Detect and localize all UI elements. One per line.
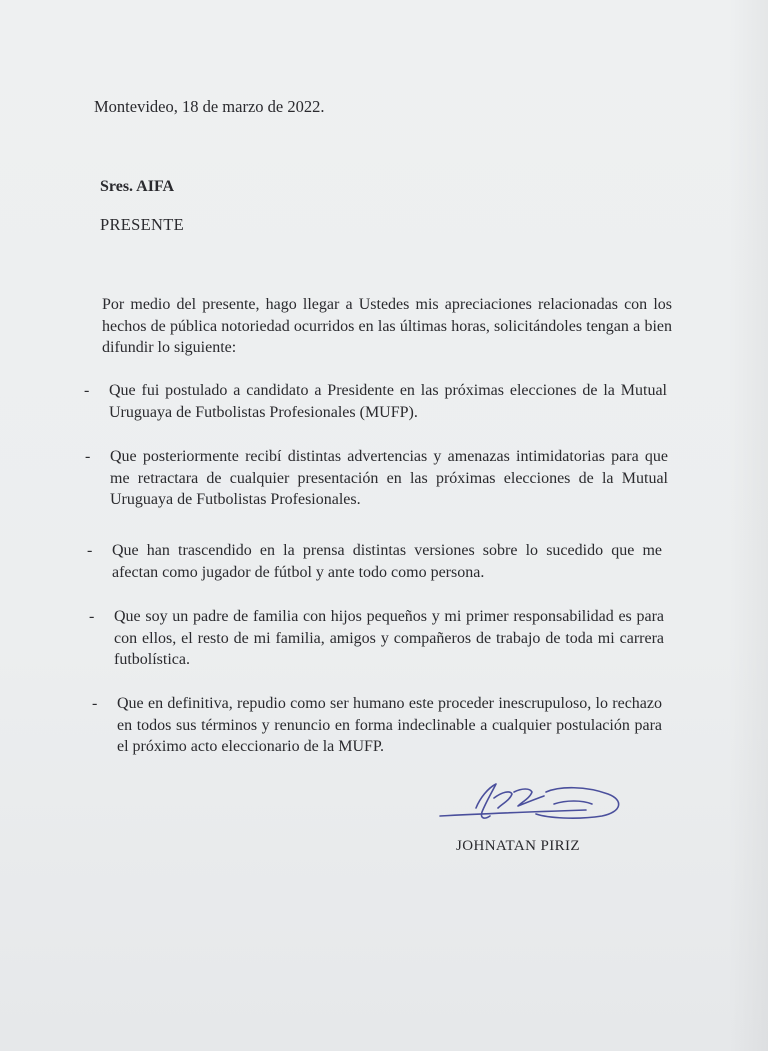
signature-image bbox=[436, 778, 636, 838]
bullet-marker: - bbox=[84, 382, 90, 399]
list-item: Que en definitiva, repudio como ser humano este proceder inescrupuloso, lo rechazo en todos sus términos y renuncio en forma indeclinable a cualquier postulación para el próximo acto eleccionario de la MUFP. bbox=[117, 695, 662, 755]
list-item: Que fui postulado a candidato a Presidente en las próximas elecciones de la Mutual Uruguaya de Futbolistas Profesionales (MUFP). bbox=[109, 382, 667, 421]
bullet-marker: - bbox=[87, 542, 93, 559]
bullet-marker: - bbox=[92, 695, 98, 712]
page-edge-shadow bbox=[728, 0, 768, 1051]
addressee: Sres. AIFA bbox=[100, 178, 175, 195]
list-item: Que han trascendido en la prensa distintas versiones sobre lo sucedido que me afectan como jugador de fútbol y ante todo como persona. bbox=[112, 542, 662, 581]
intro-paragraph: Por medio del presente, hago llegar a Ustedes mis apreciaciones relacionadas con los hechos de pública notoriedad ocurridos en las últimas horas, solicitándoles tengan a bien difundir lo siguiente: bbox=[102, 296, 672, 356]
present-label: PRESENTE bbox=[100, 215, 184, 234]
list-item: Que posteriormente recibí distintas advertencias y amenazas intimidatorias para que me retractara de cualquier presentación en las próximas elecciones de la Mutual Uruguaya de Futbolistas Profesionales. bbox=[110, 448, 668, 508]
list-item: Que soy un padre de familia con hijos pequeños y mi primer responsabilidad es para con ellos, el resto de mi familia, amigos y compañeros de trabajo de toda mi carrera futbolística. bbox=[114, 608, 664, 668]
signer-name: JOHNATAN PIRIZ bbox=[456, 838, 580, 854]
bullet-marker: - bbox=[85, 448, 91, 465]
bullet-marker: - bbox=[89, 608, 95, 625]
date-line: Montevideo, 18 de marzo de 2022. bbox=[94, 97, 325, 116]
